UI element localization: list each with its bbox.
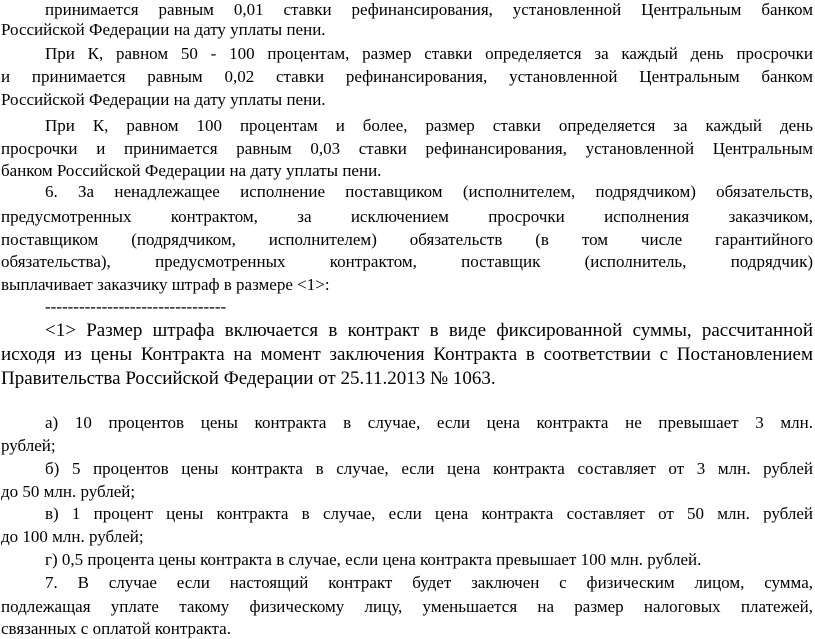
list-item-line: рублей; [1, 436, 56, 455]
footnote-line: <1> Размер штрафа включается в контракт в виде фиксированной суммы, рассчитанной [45, 320, 813, 341]
text-line: связанных с оплатой контракта. [1, 619, 231, 638]
list-item-line: г) 0,5 процента цены контракта в случае, если цена контракта превышает 100 млн. рублей. [45, 550, 702, 569]
text-line: просрочки и принимается равным 0,03 ставки рефинансирования, установленной Центральным [1, 139, 813, 158]
text-line: Российской Федерации на дату уплаты пени. [1, 90, 326, 109]
footnote-separator: -------------------------------- [45, 297, 227, 316]
text-line: обязательства), предусмотренных контрактом, поставщик (исполнитель, подрядчик) [1, 252, 813, 271]
list-item-line: в) 1 процент цены контракта в случае, если цена контракта составляет от 50 млн. рублей [45, 504, 813, 523]
text-line: предусмотренных контрактом, за исключением просрочки исполнения заказчиком, [1, 207, 813, 226]
footnote-line: Правительства Российской Федерации от 25.11.2013 № 1063. [1, 368, 496, 389]
text-line: 6. За ненадлежащее исполнение поставщиком (исполнителем, подрядчиком) обязательств, [45, 182, 813, 201]
text-line: Российской Федерации на дату уплаты пени. [1, 20, 326, 39]
text-line: поставщиком (подрядчиком, исполнителем) обязательств (в том числе гарантийного [1, 230, 813, 249]
text-line: При К, равном 50 - 100 процентам, размер ставки определяется за каждый день просрочки [45, 44, 813, 63]
footnote-line: исходя из цены Контракта на момент заключения Контракта в соответствии с Постановлением [1, 344, 813, 365]
text-line: выплачивает заказчику штраф в размере <1>: [1, 275, 330, 294]
text-line: банком Российской Федерации на дату уплаты пени. [1, 161, 382, 180]
list-item-line: а) 10 процентов цены контракта в случае, если цена контракта не превышает 3 млн. [45, 413, 813, 432]
list-item-line: до 100 млн. рублей; [1, 527, 144, 546]
text-line: принимается равным 0,01 ставки рефинансирования, установленной Центральным банком [45, 0, 813, 19]
text-line: 7. В случае если настоящий контракт будет заключен с физическим лицом, сумма, [45, 573, 813, 592]
text-line: подлежащая уплате такому физическому лицу, уменьшается на размер налоговых платежей, [1, 597, 813, 616]
list-item-line: б) 5 процентов цены контракта в случае, если цена контракта составляет от 3 млн. рублей [45, 459, 813, 478]
text-line: При К, равном 100 процентам и более, размер ставки определяется за каждый день [45, 116, 813, 135]
text-line: и принимается равным 0,02 ставки рефинансирования, установленной Центральным банком [1, 67, 813, 86]
list-item-line: до 50 млн. рублей; [1, 482, 136, 501]
